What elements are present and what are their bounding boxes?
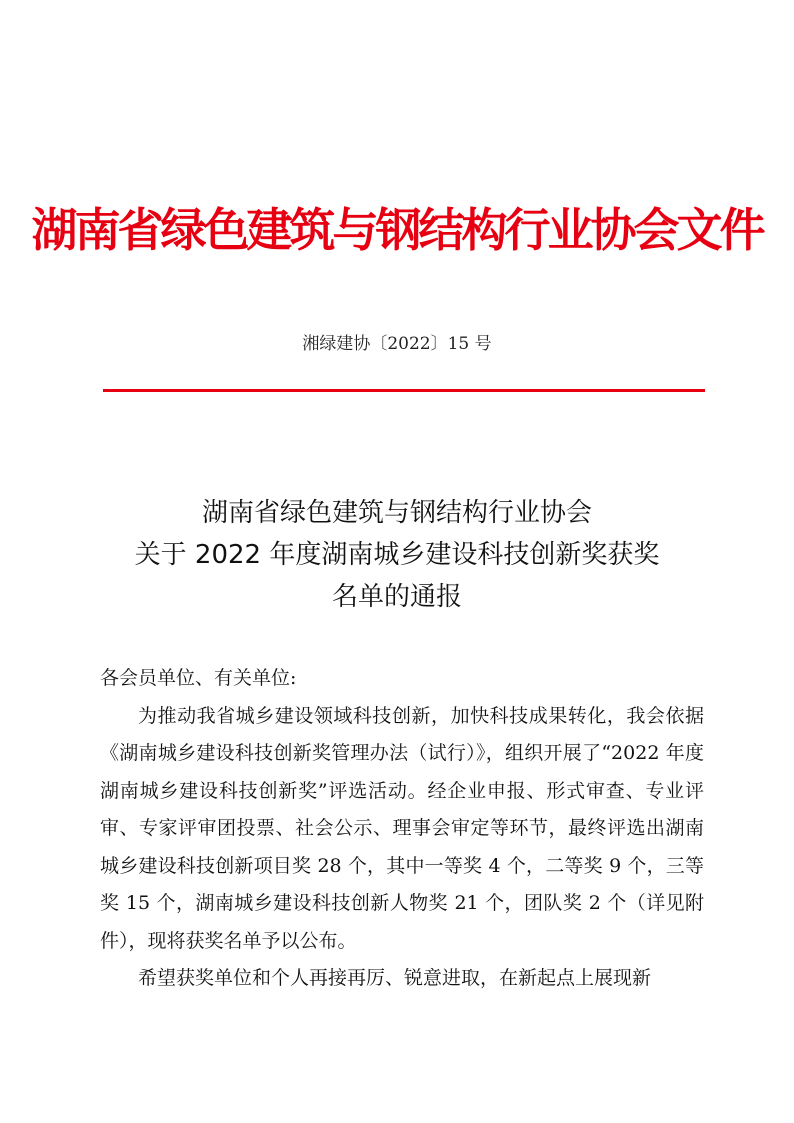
red-divider-line (103, 389, 705, 392)
notice-title-line-1: 湖南省绿色建筑与钢结构行业协会 (201, 498, 592, 528)
body-paragraph-1: 为推动我省城乡建设领域科技创新，加快科技成果转化，我会依据《湖南城乡建设科技创新奖管理办法（试行）》，组织开展了“2022 年度湖南城乡建设科技创新奖”评选活动。经企业申报、形式审查、专业评审、专家评审团投票、社会公示、理事会审定等环节，最终评选出湖南城乡建设科技创新项目奖 28 个，其中一等奖 4 个，二等奖 9 个，三等奖 15 个，湖南城乡建设科技创新人物奖 21 个，团队奖 2 个（详见附件），现将获奖名单予以公布。 (100, 704, 704, 952)
document-header-title: 湖南省绿色建筑与钢结构行业协会文件 (31, 203, 763, 257)
document-number: 湘绿建协〔2022〕15 号 (302, 334, 492, 354)
notice-title-line-2: 关于 2022 年度湖南城乡建设科技创新奖获奖 (134, 540, 660, 570)
notice-body (100, 660, 704, 998)
notice-title-line-3: 名单的通报 (331, 582, 462, 612)
body-paragraph-2: 希望获奖单位和个人再接再厉、锐意进取，在新起点上展现新 (138, 967, 652, 989)
notice-title (0, 492, 794, 618)
salutation: 各会员单位、有关单位: (100, 667, 297, 689)
